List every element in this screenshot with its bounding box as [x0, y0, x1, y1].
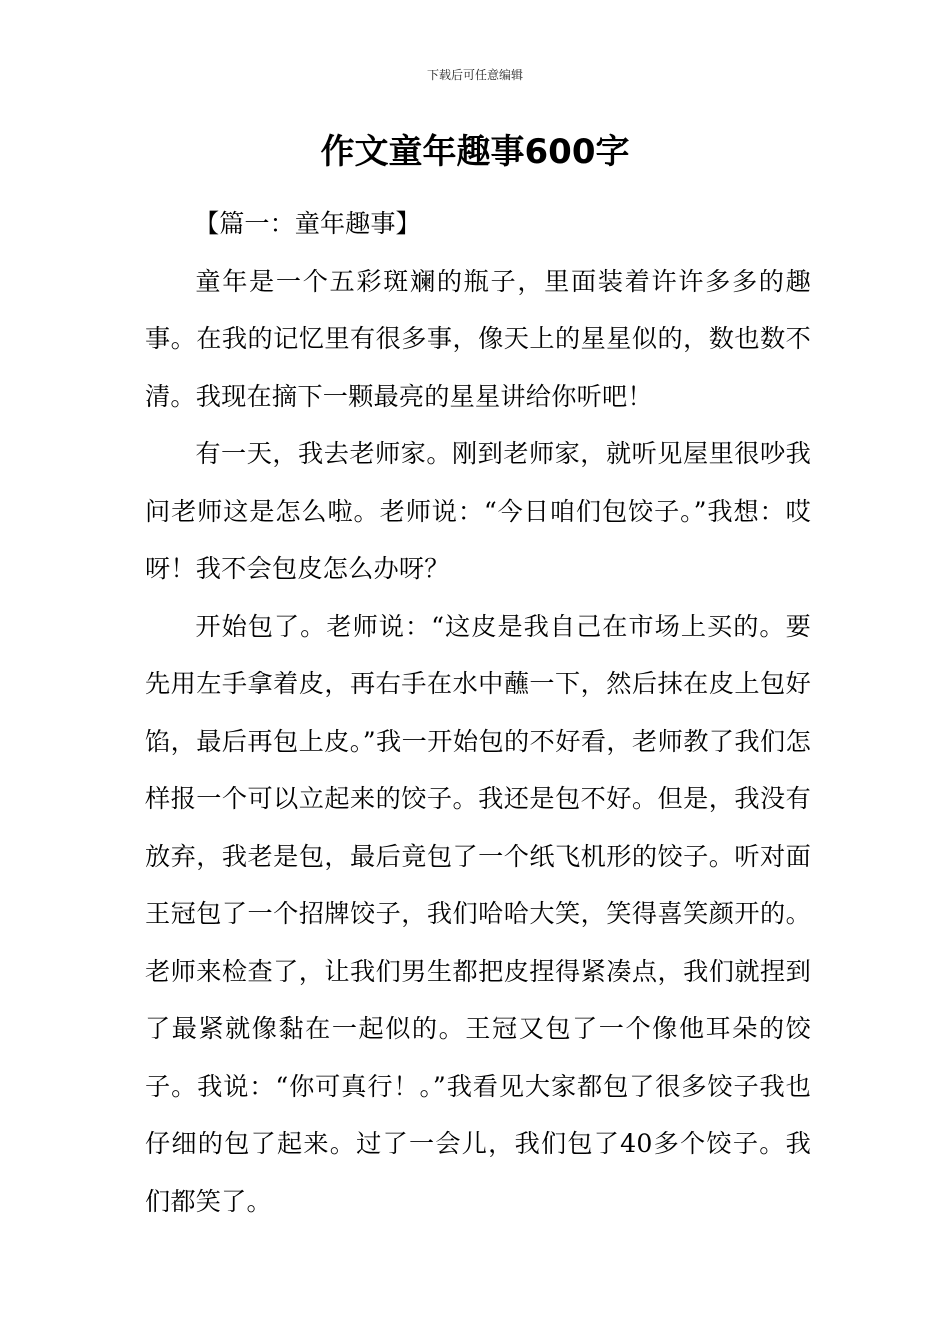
paragraph-2: 有一天，我去老师家。刚到老师家，就听见屋里很吵我问老师这是怎么啦。老师说：“今日咱们包饺子。”我想：哎呀！我不会包皮怎么办呀？ [145, 439, 811, 583]
paragraph-3: 开始包了。老师说：“这皮是我自己在市场上买的。要先用左手拿着皮，再右手在水中蘸一下，然后抹在皮上包好馅，最后再包上皮。”我一开始包的不好看，老师教了我们怎样报一个可以立起来的饺子。我还是包不好。但是，我没有放弃，我老是包，最后竟包了一个纸飞机形的饺子。听对面王冠包了一个招牌饺子，我们哈哈大笑，笑得喜笑颜开的。老师来检查了，让我们男生都把皮捏得紧凑点，我们就捏到了最紧就像黏在一起似的。王冠又包了一个像他耳朵的饺子。我说：“你可真行！。”我看见大家都包了很多饺子我也仔细的包了起来。过了一会儿，我们包了40多个饺子。我们都笑了。 [145, 611, 811, 1216]
paragraph-1: 童年是一个五彩斑斓的瓶子，里面装着许许多多的趣事。在我的记忆里有很多事，像天上的星星似的，数也数不清。我现在摘下一颗最亮的星星讲给你听吧！ [145, 266, 811, 411]
header-note: 下载后可任意编辑 [426, 68, 523, 82]
page-title: 作文童年趣事600字 [320, 132, 630, 172]
section-heading: 【篇一：童年趣事】 [194, 209, 421, 238]
article-body [145, 195, 811, 1230]
